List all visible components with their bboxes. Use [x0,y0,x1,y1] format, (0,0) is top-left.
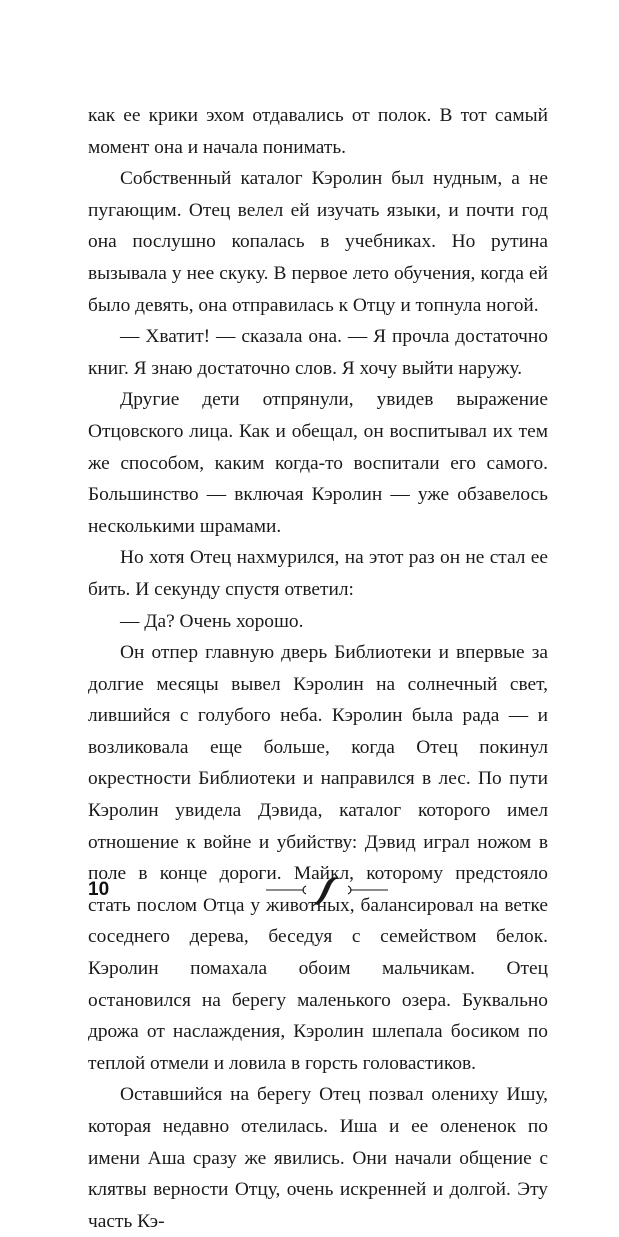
dialogue-paragraph: — Да? Очень хорошо. [120,610,304,632]
paragraph: Но хотя Отец нахмурился, на этот раз он не стал ее бить. И секунду спустя ответил: [88,547,548,600]
paragraph: Собственный каталог Кэролин был нудным, а не пугающим. Отец велел ей изучать языки, и почти год она послушно копалась в учебниках. Но рутина вызывала у нее скуку. В первое лето обучения, когда ей было девять, она отправилась к Отцу и топнула ногой. [88,168,548,316]
paragraph: Он отпер главную дверь Библиотеки и впервые за долгие месяцы вывел Кэролин на солнечный свет, лившийся с голубого неба. Кэролин была рада — и возликовала еще больше, когда Отец покинул окрестности Библиотеки и направился в лес. По пути Кэролин увидела Дэвида, каталог которого имел отношение к войне и убийству: Дэвид играл ножом в поле в конце дороги. Майкл, которому предстояло стать послом Отца у животных, балансировал на ветке соседнего дерева, беседуя с семейством белок. Кэролин помахала обоим мальчикам. Отец остановился на берегу маленького озера. Буквально дрожа от наслаждения, Кэролин шлепала босиком по теплой отмели и ловила в горсть головастиков. [88,642,548,1074]
dialogue-paragraph: — Хватит! — сказала она. — Я прочла достаточно книг. Я знаю достаточно слов. Я хочу выйти наружу. [88,326,548,379]
flourish-ornament-icon [262,870,392,910]
paragraph: Оставшийся на берегу Отец позвал олениху Ишу, которая недавно отелилась. Иша и ее олененок по имени Аша сразу же явились. Они начали общение с клятвы верности Отцу, очень искренней и долгой. Эту часть Кэ- [88,1084,548,1232]
page-number: 10 [88,879,110,900]
paragraph: как ее крики эхом отдавались от полок. В тот самый момент она и начала понимать. [88,105,548,158]
paragraph: Другие дети отпрянули, увидев выражение Отцовского лица. Как и обещал, он воспитывал их тем же способом, каким когда-то воспитали его самого. Большинство — включая Кэролин — уже обзавелось несколькими шрамами. [88,389,548,537]
body-text [88,100,548,1237]
